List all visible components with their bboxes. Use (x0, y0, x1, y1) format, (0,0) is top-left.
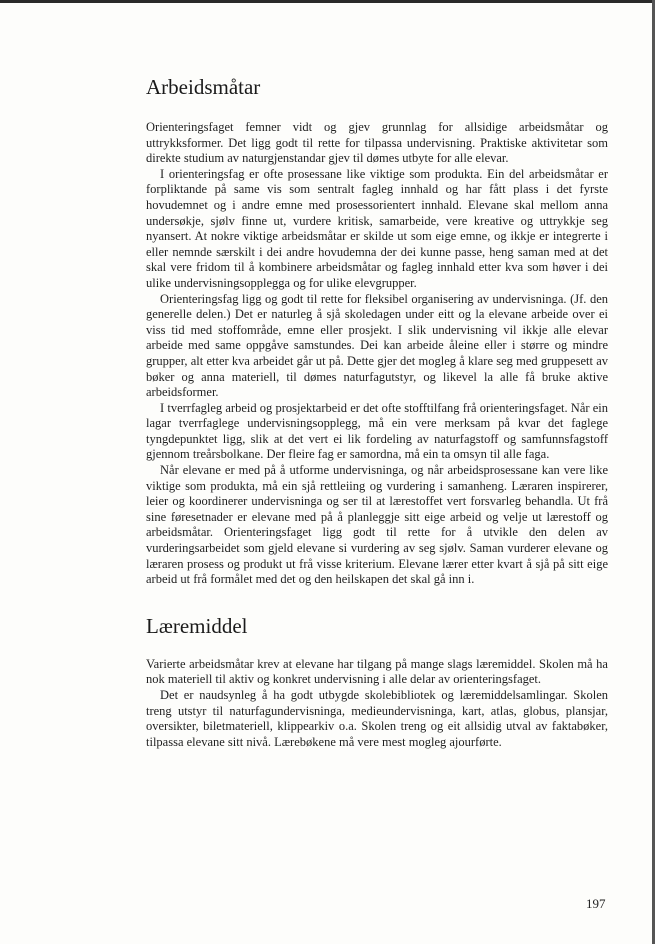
paragraph: Varierte arbeidsmåtar krev at elevane har tilgang på mange slags læremiddel. Skolen må ha nok materiell til aktiv og konkret undervisning i alle delar av orienteringsfaget. (146, 656, 608, 687)
scan-edge-top (0, 0, 655, 3)
paragraph: I orienteringsfag er ofte prosessane like viktige som produkta. Ein del arbeidsmåtar er forpliktande på same vis som sentralt fagleg innhald og har fått plass i det fyrste hovudemnet og i andre emne med prosessorientert innhald. Elevane skal mellom anna undersøkje, sjølv finne ut, vurdere kritisk, samarbeide, vere kreative og uttrykkje seg nyansert. At nokre viktige arbeidsmåtar er skilde ut som eige emne, og ikkje er integrerte i eller nemnde særskilt i dei andre hovudemna der dei kunne passe, heng saman med at det skal vere fridom til å kombinere arbeidsmåtar og fagleg innhald etter kva som høver i dei ulike undervisningsopplegga og for ulike elevgrupper. (146, 166, 608, 290)
page-number: 197 (586, 896, 606, 911)
paragraph: Orienteringsfag ligg og godt til rette for fleksibel organisering av undervisninga. (Jf. den generelle delen.) Det er naturleg å sjå skoledagen under eitt og la elevane arbeide over ei viss tid med stoffområde, emne eller prosjekt. I slik undervisning vil ikkje alle elevar arbeide med same oppgåve samstundes. Dei kan arbeide åleine eller i større og mindre grupper, alt etter kva arbeidet går ut på. Dette gjer det mogleg å klare seg med gruppesett av bøker og anna materiell, til dømes naturfagutstyr, og likevel la alle få bruke aktive arbeidsformer. (146, 291, 608, 400)
text-column (146, 74, 608, 750)
paragraph: Det er naudsynleg å ha godt utbygde skolebibliotek og læremiddelsamlingar. Skolen treng utstyr til naturfagundervisninga, medieundervisninga, kart, atlas, globus, plansjar, oversikter, biletmateriell, klippearkiv o.a. Skolen treng og eit allsidig utval av faktabøker, tilpassa elevane sitt nivå. Lærebøkene må vere mest mogleg ajourførte. (146, 688, 608, 749)
section-heading-arbeidsmatar: Arbeidsmåtar (146, 75, 261, 99)
paragraph: I tverrfagleg arbeid og prosjektarbeid er det ofte stofftilfang frå orienteringsfaget. Når ein lagar tverrfaglege undervisningsopplegg, må ein vere merksam på kvar det faglege tyngdepunktet ligg, slik at det vert ei lik fordeling av naturfagstoff og samfunnsfagstoff gjennom treårsbolkane. Der fleire fag er samordna, må ein ta omsyn til alle faga. (146, 400, 608, 462)
paragraph: Når elevane er med på å utforme undervisninga, og når arbeidsprosessane kan vere like viktige som produkta, må ein sjå rettleiing og vurdering i samanheng. Læraren inspirerer, leier og koordinerer undervisninga og ser til at lærestoffet vert forsvarleg behandla. Ut frå sine føresetnader er elevane med på å planleggje sitt eige arbeid og velje ut lærestoff og arbeidsmåtar. Orienteringsfaget ligg godt til rette for å utvikle den delen av vurderingsarbeidet som gjeld elevane si vurdering av seg sjølv. Saman vurderer elevane og læraren prosess og produkt ut frå visse kriterium. Elevane lærer etter kvart å sjå på sitt eige arbeid ut frå formålet med det og den heilskapen det skal gå inn i. (146, 463, 608, 587)
section-heading-laeremiddel: Læremiddel (146, 613, 248, 638)
paragraph: Orienteringsfaget femner vidt og gjev grunnlag for allsidige arbeidsmåtar og uttrykksformer. Det ligg godt til rette for tilpassa undervisning. Praktiske aktivitetar som direkte studium av naturgjenstandar gjev til dømes utbyte for alle elevar. (146, 120, 608, 166)
